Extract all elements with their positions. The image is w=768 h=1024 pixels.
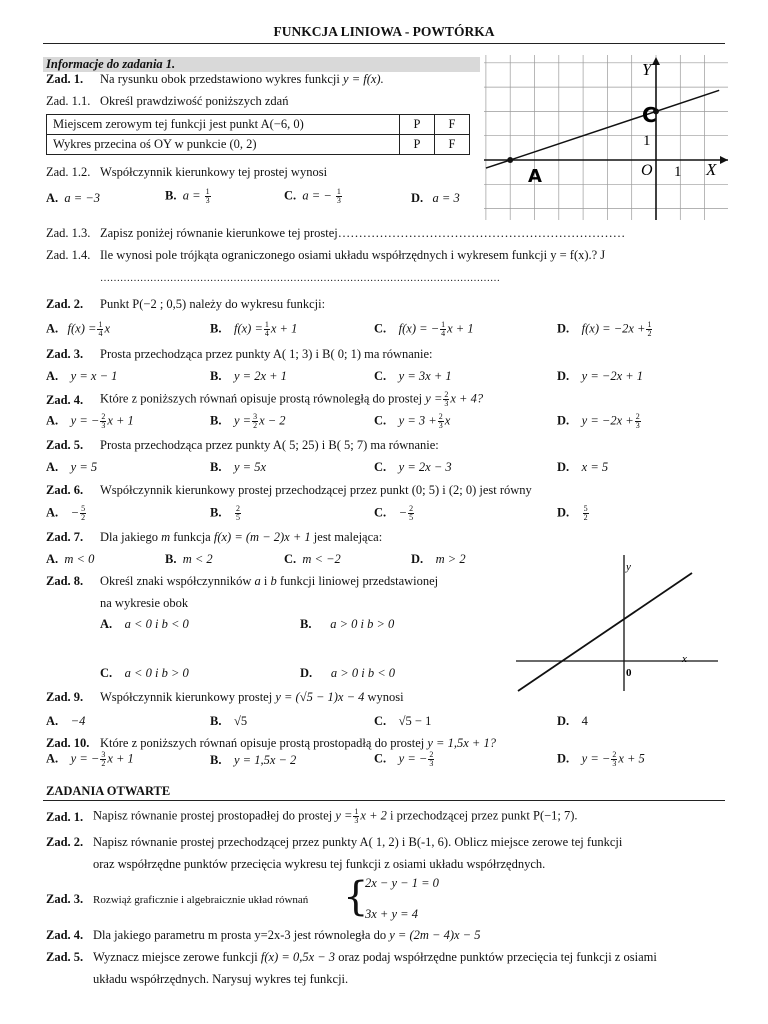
- true-option[interactable]: P: [400, 135, 435, 155]
- zad1-4-text: Ile wynosi pole trójkąta ograniczonego osiami układu współrzędnych i wykresem funkcji y = f(x).? J: [100, 248, 606, 262]
- zad1-2-label: Zad. 1.2.: [46, 165, 91, 179]
- equation-2: 3x + y = 4: [365, 907, 418, 921]
- mark-a-label: A: [528, 166, 542, 187]
- x-axis-label: X: [706, 160, 717, 179]
- open-zad5-label: Zad. 5.: [46, 950, 84, 964]
- zad3-label: Zad. 3.: [46, 347, 84, 361]
- answer-option[interactable]: A. y = − $\frac{2}{3}$ x + 1: [46, 412, 134, 430]
- open-zad5-text: Wyznacz miejsce zerowe funkcji f(x) = 0,5x − 3 oraz podaj współrzędne punktów przecięcia tej funkcji z osiami: [93, 950, 657, 964]
- zad8-text: Określ znaki współczynników a i b funkcji liniowej przedstawionej: [100, 574, 439, 588]
- answer-option[interactable]: D. m > 2: [411, 552, 466, 566]
- y-unit-label: 1: [643, 133, 651, 149]
- open-tasks-header: ZADANIA OTWARTE: [46, 784, 171, 798]
- open-zad1-label: Zad. 1.: [46, 810, 84, 824]
- answer-option[interactable]: A. y = 5: [46, 460, 98, 474]
- system-brace: {: [343, 874, 369, 920]
- coordinate-graph: [484, 55, 728, 220]
- open-zad4-label: Zad. 4.: [46, 928, 84, 942]
- false-option[interactable]: F: [435, 135, 470, 155]
- answer-option[interactable]: C. f(x) = − $\frac{1}{4}$ x + 1: [374, 320, 474, 338]
- zad1-3-text: Zapisz poniżej równanie kierunkowe tej prostej……………………………………………………………: [100, 226, 626, 240]
- open-zad1-text: Napisz równanie prostej prostopadłej do prostej y = $\frac{1}{3}$ x + 2 i przechodzącej przez punkt P(−1; 7).: [93, 807, 578, 825]
- zad1-3-label: Zad. 1.3.: [46, 226, 91, 240]
- answer-option[interactable]: A. f(x) = $\frac{1}{4}$ x: [46, 320, 110, 338]
- zad6-label: Zad. 6.: [46, 483, 84, 497]
- table-cell-statement: Miejscem zerowym tej funkcji jest punkt A(−6, 0): [47, 115, 400, 135]
- zad9-text: Współczynnik kierunkowy prostej y = (√5 − 1)x − 4 wynosi: [100, 690, 404, 704]
- answer-option[interactable]: D. a > 0 i b < 0: [300, 666, 395, 680]
- zad1-text: Na rysunku obok przedstawiono wykres funkcji y = f(x).: [100, 72, 384, 86]
- answer-option[interactable]: D. 4: [557, 714, 588, 728]
- zad2-text: Punkt P(−2 ; 0,5) należy do wykresu funkcji:: [100, 297, 326, 311]
- open-zad4-text: Dla jakiego parametru m prosta y=2x-3 jest równoległa do y = (2m − 4)x − 5: [93, 928, 481, 942]
- answer-option[interactable]: C. y = 3 + $\frac{2}{3}$ x: [374, 412, 451, 430]
- answer-option[interactable]: D. $\frac{5}{2}$: [557, 504, 588, 522]
- answer-dots: …………………………………………………………………………………………………………: [100, 273, 500, 284]
- answer-option[interactable]: A. m < 0: [46, 552, 95, 566]
- zad1-label: Zad. 1.: [46, 72, 84, 86]
- answer-option[interactable]: C. a < 0 i b > 0: [100, 666, 189, 680]
- answer-option[interactable]: A. − $\frac{5}{2}$: [46, 504, 86, 522]
- answer-option[interactable]: B. √5: [210, 714, 248, 728]
- zad5-text: Prosta przechodząca przez punkty A( 5; 25) i B( 5; 7) ma równanie:: [100, 438, 439, 452]
- true-option[interactable]: P: [400, 115, 435, 135]
- x-unit-label: 1: [674, 164, 682, 180]
- zad4-label: Zad. 4.: [46, 393, 84, 407]
- title-rule: [43, 43, 725, 44]
- function-line: [486, 90, 719, 168]
- equation-1: 2x − y − 1 = 0: [365, 876, 439, 890]
- graph-grid: [484, 55, 728, 220]
- open-zad5-text-line2: układu współrzędnych. Narysuj wykres tej funkcji.: [93, 972, 349, 986]
- table-cell-statement: Wykres przecina oś OY w punkcie (0, 2): [47, 135, 400, 155]
- open-zad2-label: Zad. 2.: [46, 835, 84, 849]
- origin-label: 0: [626, 667, 632, 679]
- y-axis-arrow: [652, 57, 660, 65]
- answer-option[interactable]: C. √5 − 1: [374, 714, 432, 728]
- open-zad2-text-line2: oraz współrzędne punktów przecięcia wykresu tej funkcji z osiami układu współrzędnych.: [93, 857, 546, 871]
- zad1-4-label: Zad. 1.4.: [46, 248, 91, 262]
- zad10-label: Zad. 10.: [46, 736, 90, 750]
- function-line: [518, 573, 692, 691]
- answer-option[interactable]: A. −4: [46, 714, 86, 728]
- info-header: Informacje do zadania 1.: [46, 57, 176, 71]
- answer-option[interactable]: A. a = −3: [46, 191, 101, 205]
- answer-option[interactable]: C. − $\frac{2}{5}$: [374, 504, 414, 522]
- answer-option[interactable]: D. a = 3: [411, 191, 460, 205]
- answer-option[interactable]: B. y = 5x: [210, 460, 266, 474]
- open-zad3-text: Rozwiąż graficznie i algebraicznie układ równań: [93, 894, 309, 906]
- x-axis-arrow: [720, 156, 728, 164]
- answer-option[interactable]: C. y = − $\frac{2}{3}$: [374, 750, 434, 768]
- mark-c-label: C: [642, 103, 657, 127]
- zad7-label: Zad. 7.: [46, 530, 84, 544]
- section-rule: [43, 800, 725, 801]
- answer-option[interactable]: A. a < 0 i b < 0: [100, 617, 189, 631]
- answer-option[interactable]: B. $\frac{2}{5}$: [210, 504, 240, 522]
- answer-option[interactable]: C. m < −2: [284, 552, 341, 566]
- table-row: [47, 115, 470, 135]
- zad9-label: Zad. 9.: [46, 690, 84, 704]
- answer-option[interactable]: D. y = −2x + $\frac{2}{3}$: [557, 412, 640, 430]
- zad7-text: Dla jakiego m funkcja f(x) = (m − 2)x + 1 jest malejąca:: [100, 530, 383, 544]
- zad4-text: Które z poniższych równań opisuje prostą równoległą do prostej y = $\frac{2}{3}$ x + 4?: [100, 390, 484, 408]
- page-title: FUNKCJA LINIOWA - POWTÓRKA: [273, 24, 495, 39]
- zad3-text: Prosta przechodząca przez punkty A( 1; 3) i B( 0; 1) ma równanie:: [100, 347, 433, 361]
- answer-option[interactable]: C. y = 3x + 1: [374, 369, 452, 383]
- open-zad2-text: Napisz równanie prostej przechodzącej przez punkty A( 1, 2) i B(-1, 6). Oblicz miejsce zerowe tej funkcji: [93, 835, 623, 849]
- answer-option[interactable]: B. f(x) = $\frac{1}{4}$ x + 1: [210, 320, 298, 338]
- zad8-label: Zad. 8.: [46, 574, 84, 588]
- zad8-text-line2: na wykresie obok: [100, 596, 189, 610]
- answer-option[interactable]: D. x = 5: [557, 460, 609, 474]
- x-axis-label: x: [682, 653, 687, 665]
- answer-option[interactable]: B. y = 1,5x − 2: [210, 753, 297, 767]
- answer-option[interactable]: B. a > 0 i b > 0: [300, 617, 395, 631]
- answer-option[interactable]: C. a = − $\frac{1}{3}$: [284, 187, 341, 205]
- true-false-table: [46, 114, 470, 155]
- answer-option[interactable]: D. y = − $\frac{2}{3}$ x + 5: [557, 750, 645, 768]
- point-a: [507, 157, 513, 163]
- answer-option[interactable]: B. m < 2: [165, 552, 213, 566]
- zad1-2-text: Współczynnik kierunkowy tej prostej wynosi: [100, 165, 328, 179]
- spacer: [43, 290, 725, 291]
- answer-option[interactable]: D. y = −2x + 1: [557, 369, 644, 383]
- answer-option[interactable]: C. y = 2x − 3: [374, 460, 452, 474]
- origin-label: O: [641, 162, 653, 179]
- answer-option[interactable]: B. a = $\frac{1}{3}$: [165, 187, 210, 205]
- table-row: [47, 135, 470, 155]
- answer-option[interactable]: A. y = − $\frac{3}{2}$ x + 1: [46, 750, 134, 768]
- zad1-1-text: Określ prawdziwość poniższych zdań: [100, 94, 289, 108]
- answer-option[interactable]: B. y = $\frac{3}{2}$ x − 2: [210, 412, 286, 430]
- y-axis-label: y: [626, 561, 631, 573]
- zad2-label: Zad. 2.: [46, 297, 84, 311]
- open-zad3-label: Zad. 3.: [46, 892, 84, 906]
- answer-option[interactable]: A. y = x − 1: [46, 369, 118, 383]
- y-axis-label: Y: [642, 60, 652, 79]
- zad1-1-label: Zad. 1.1.: [46, 94, 91, 108]
- answer-option[interactable]: D. f(x) = −2x + $\frac{1}{2}$: [557, 320, 652, 338]
- answer-option[interactable]: B. y = 2x + 1: [210, 369, 287, 383]
- false-option[interactable]: F: [435, 115, 470, 135]
- zad5-label: Zad. 5.: [46, 438, 84, 452]
- zad6-text: Współczynnik kierunkowy prostej przechodzącej przez punkt (0; 5) i (2; 0) jest równy: [100, 483, 532, 497]
- zad10-text: Które z poniższych równań opisuje prostą prostopadłą do prostej y = 1,5x + 1?: [100, 736, 496, 750]
- line-graph-2: [514, 553, 720, 693]
